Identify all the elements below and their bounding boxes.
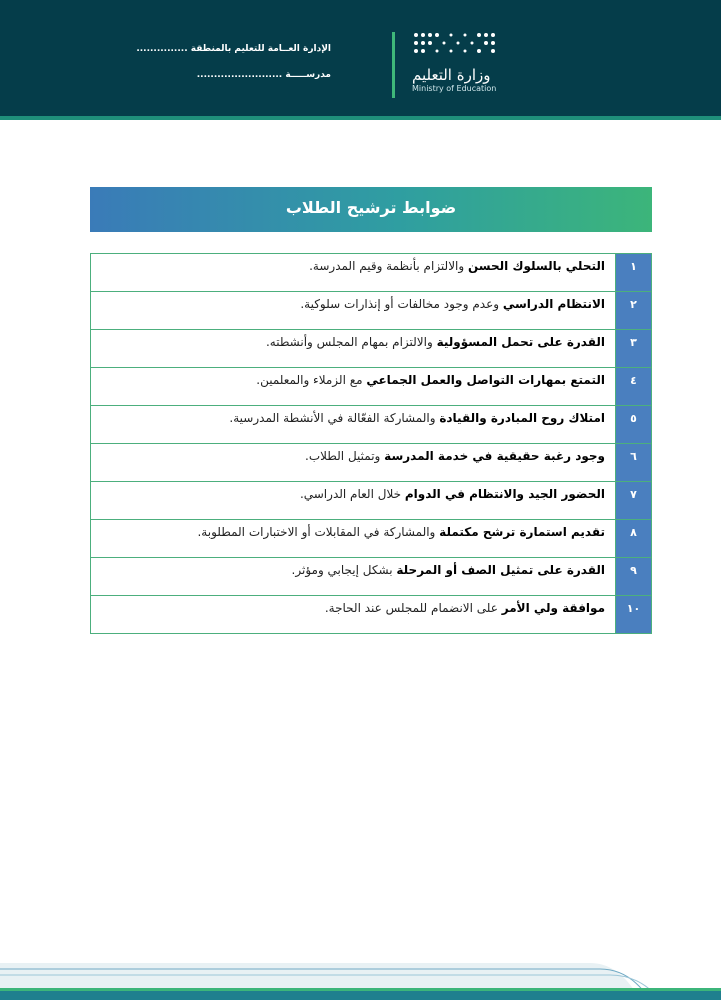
table-row xyxy=(91,330,652,368)
table-row xyxy=(91,482,652,520)
row-rest: والمشاركة الفعّالة في الأنشطة المدرسية. xyxy=(229,411,440,425)
row-rest: وتمثيل الطلاب. xyxy=(305,449,385,463)
table-row xyxy=(91,292,652,330)
table-row xyxy=(91,406,652,444)
school-line: مدرســـــة ......................... xyxy=(196,70,331,80)
row-rest: خلال العام الدراسي. xyxy=(299,487,405,501)
row-number: ٦ xyxy=(616,444,652,482)
row-text xyxy=(91,330,616,368)
row-rest: مع الزملاء والمعلمين. xyxy=(256,373,367,387)
row-bold: القدرة على تحمل المسؤولية xyxy=(436,335,605,349)
row-number: ٨ xyxy=(616,520,652,558)
row-rest: وعدم وجود مخالفات أو إنذارات سلوكية. xyxy=(300,297,503,311)
row-number: ٤ xyxy=(616,368,652,406)
row-text xyxy=(91,254,616,292)
table-row xyxy=(91,444,652,482)
header-accent-line xyxy=(0,116,721,120)
row-text xyxy=(91,520,616,558)
row-bold: وجود رغبة حقيقية في خدمة المدرسة xyxy=(384,449,605,463)
row-text xyxy=(91,558,616,596)
row-bold: التمتع بمهارات التواصل والعمل الجماعي xyxy=(366,373,605,387)
table-row xyxy=(91,596,652,634)
row-text xyxy=(91,406,616,444)
row-bold: الانتظام الدراسي xyxy=(502,297,605,311)
dot-pattern-icon xyxy=(412,30,502,58)
row-bold: موافقة ولي الأمر xyxy=(501,601,605,615)
ministry-name-en: Ministry of Education xyxy=(412,84,497,93)
row-rest: والمشاركة في المقابلات أو الاختبارات المطلوبة. xyxy=(197,525,440,539)
logo-divider xyxy=(392,32,395,98)
row-rest: بشكل إيجابي ومؤثر. xyxy=(291,563,397,577)
row-bold: الحضور الجيد والانتظام في الدوام xyxy=(404,487,605,501)
row-text xyxy=(91,596,616,634)
page-title: ضوابط ترشيح الطلاب xyxy=(285,198,457,217)
row-rest: على الانضمام للمجلس عند الحاجة. xyxy=(324,601,502,615)
row-number: ٩ xyxy=(616,558,652,596)
page-header xyxy=(0,0,721,118)
row-number: ٧ xyxy=(616,482,652,520)
title-banner xyxy=(90,187,652,232)
ministry-name-ar: وزارة التعليم xyxy=(412,66,491,84)
criteria-table xyxy=(90,253,652,634)
row-bold: القدرة على تمثيل الصف أو المرحلة xyxy=(396,563,605,577)
row-rest: والالتزام بمهام المجلس وأنشطته. xyxy=(265,335,437,349)
row-number: ٥ xyxy=(616,406,652,444)
row-number: ٢ xyxy=(616,292,652,330)
row-number: ١٠ xyxy=(616,596,652,634)
footer-wave xyxy=(0,955,721,1000)
table-row xyxy=(91,254,652,292)
row-text xyxy=(91,444,616,482)
ministry-logo xyxy=(392,28,522,98)
row-bold: التحلي بالسلوك الحسن xyxy=(468,259,605,273)
row-text xyxy=(91,482,616,520)
row-bold: امتلاك روح المبادرة والقيادة xyxy=(439,411,605,425)
row-text xyxy=(91,368,616,406)
table-row xyxy=(91,520,652,558)
row-bold: تقديم استمارة ترشح مكتملة xyxy=(439,525,605,539)
table-row xyxy=(91,368,652,406)
row-number: ٣ xyxy=(616,330,652,368)
row-text xyxy=(91,292,616,330)
directorate-line: الإدارة العــامة للتعليم بالمنطقة ............... xyxy=(136,44,331,54)
table-row xyxy=(91,558,652,596)
row-rest: والالتزام بأنظمة وقيم المدرسة. xyxy=(309,259,468,273)
row-number: ١ xyxy=(616,254,652,292)
